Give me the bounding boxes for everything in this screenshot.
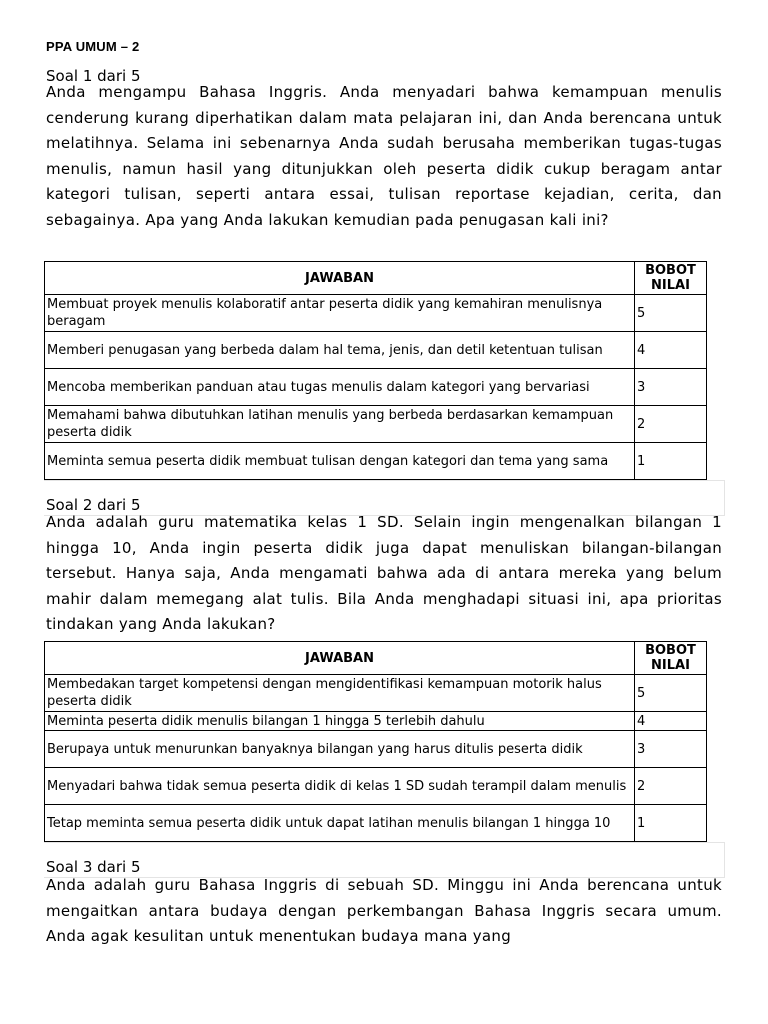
question-1-text: Anda mengampu Bahasa Inggris. Anda menyadari bahwa kemampuan menulis cenderung kurang diperhatikan dalam mata pelajaran ini, dan Anda berencana untuk melatihnya. Selama ini sebenarnya Anda sudah berusaha memberikan tugas-tugas menulis, namun hasil yang ditunjukkan oleh peserta didik cukup beragam antar kategori tulisan, seperti antara essai, tulisan reportase kejadian, cerita, dan sebagainya. Apa yang Anda lakukan kemudian pada penugasan kali ini? [46, 83, 722, 229]
score-column-header: BOBOT NILAI [635, 262, 707, 295]
answer-score: 4 [635, 332, 707, 369]
table-row [45, 332, 707, 369]
answer-option: Memahami bahwa dibutuhkan latihan menulis yang berbeda berdasarkan kemampuan peserta didik [45, 406, 635, 443]
answer-option: Membedakan target kompetensi dengan mengidentifikasi kemampuan motorik halus peserta didik [45, 675, 635, 712]
table-row [45, 406, 707, 443]
question-2-text: Anda adalah guru matematika kelas 1 SD. Selain ingin mengenalkan bilangan 1 hingga 10, Anda ingin peserta didik juga dapat menuliskan bilangan-bilangan tersebut. Hanya saja, Anda mengamati bahwa ada di antara mereka yang belum mahir dalam memegang alat tulis. Bila Anda menghadapi situasi ini, apa prioritas tindakan yang Anda lakukan? [46, 513, 722, 633]
question-3-text: Anda adalah guru Bahasa Inggris di sebuah SD. Minggu ini Anda berencana untuk mengaitkan antara budaya dengan perkembangan Bahasa Inggris secara umum. Anda agak kesulitan untuk menentukan budaya mana yang [46, 876, 722, 945]
answer-score: 2 [635, 768, 707, 805]
answer-option: Meminta semua peserta didik membuat tulisan dengan kategori dan tema yang sama [45, 443, 635, 480]
answer-score: 5 [635, 675, 707, 712]
table-row [45, 675, 707, 712]
answer-option: Membuat proyek menulis kolaboratif antar peserta didik yang kemahiran menulisnya beragam [45, 295, 635, 332]
answer-score: 2 [635, 406, 707, 443]
table-row [45, 731, 707, 768]
table-row [45, 768, 707, 805]
question-1-answer-table [44, 261, 707, 480]
question-2-answer-table [44, 641, 707, 842]
answer-column-header: JAWABAN [45, 262, 635, 295]
table-row [45, 295, 707, 332]
answer-score: 5 [635, 295, 707, 332]
table-row [45, 805, 707, 842]
answer-option: Mencoba memberikan panduan atau tugas menulis dalam kategori yang bervariasi [45, 369, 635, 406]
answer-option: Berupaya untuk menurunkan banyaknya bilangan yang harus ditulis peserta didik [45, 731, 635, 768]
answer-option: Meminta peserta didik menulis bilangan 1 hingga 5 terlebih dahulu [45, 712, 635, 731]
question-2-heading: Soal 2 dari 5 [46, 496, 141, 514]
answer-option: Memberi penugasan yang berbeda dalam hal tema, jenis, dan detil ketentuan tulisan [45, 332, 635, 369]
answer-score: 1 [635, 805, 707, 842]
document-title: PPA UMUM – 2 [46, 39, 140, 54]
answer-score: 3 [635, 731, 707, 768]
table-row [45, 443, 707, 480]
question-1-heading: Soal 1 dari 5 [46, 67, 141, 85]
answer-option: Menyadari bahwa tidak semua peserta didik di kelas 1 SD sudah terampil dalam menulis [45, 768, 635, 805]
answer-score: 3 [635, 369, 707, 406]
answer-option: Tetap meminta semua peserta didik untuk dapat latihan menulis bilangan 1 hingga 10 [45, 805, 635, 842]
table-row [45, 712, 707, 731]
question-3-heading: Soal 3 dari 5 [46, 858, 141, 876]
answer-score: 1 [635, 443, 707, 480]
score-column-header: BOBOT NILAI [635, 642, 707, 675]
table-row [45, 369, 707, 406]
answer-column-header: JAWABAN [45, 642, 635, 675]
answer-score: 4 [635, 712, 707, 731]
